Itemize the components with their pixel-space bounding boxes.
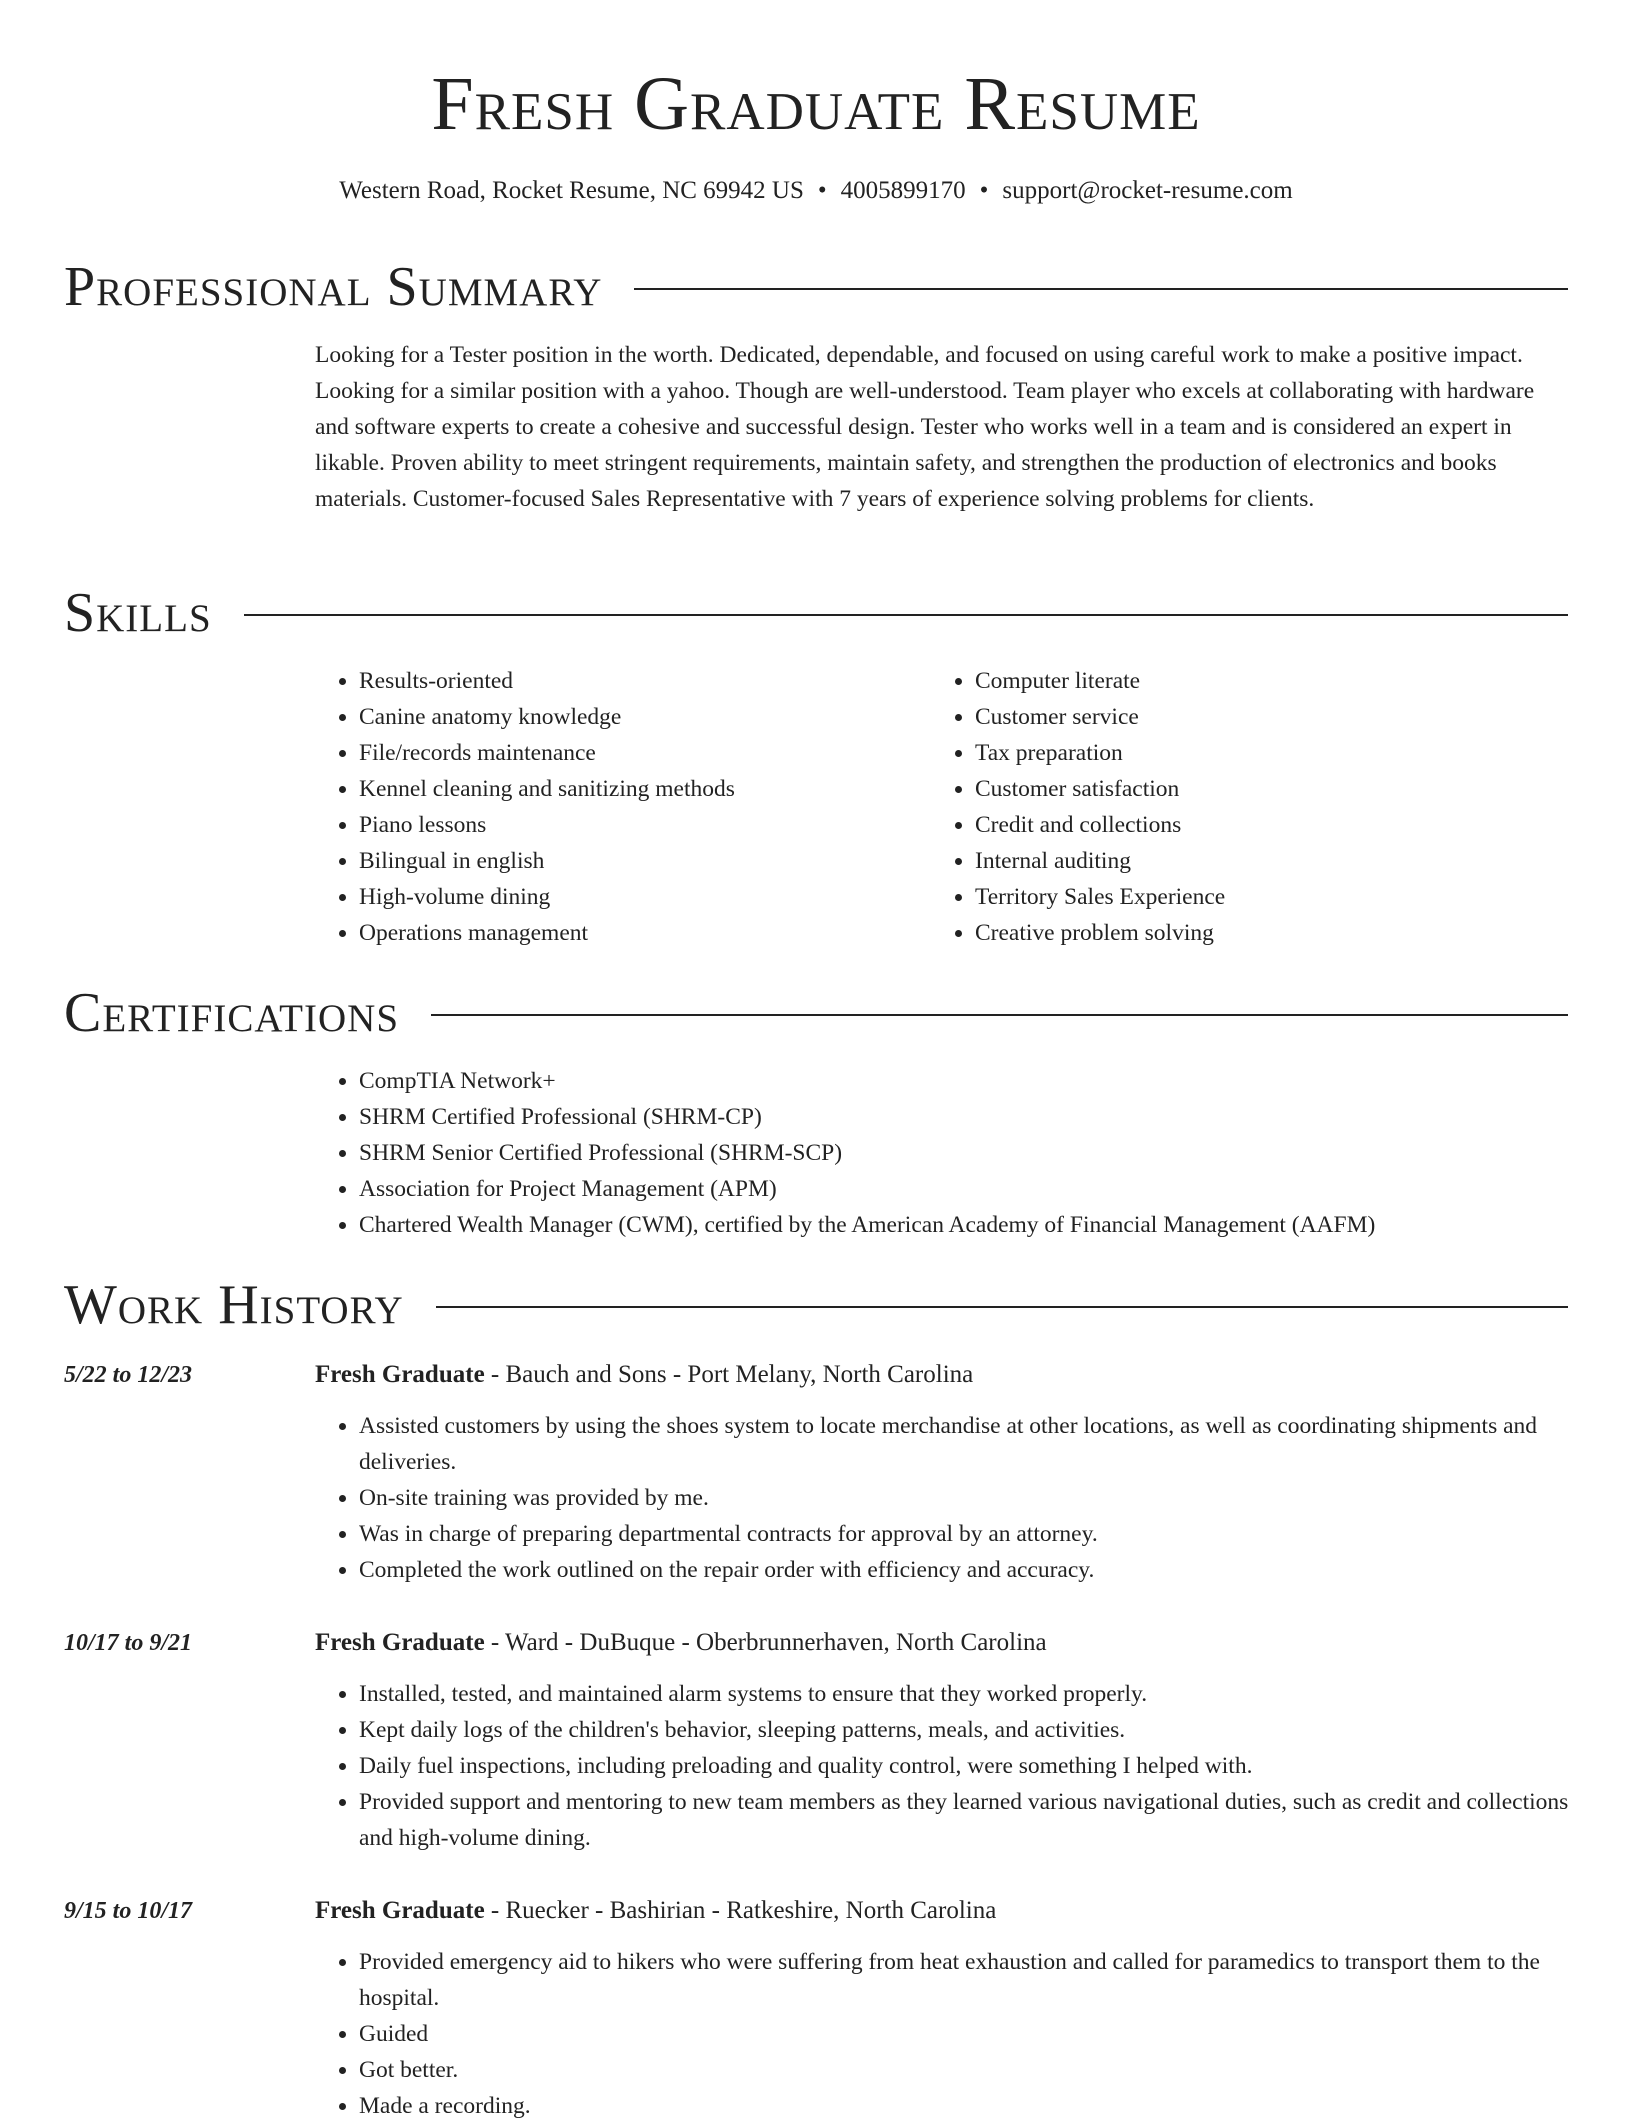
certifications-section-header	[64, 978, 1568, 1048]
skill-item: • High-volume dining	[359, 879, 915, 915]
contact-address: Western Road, Rocket Resume, NC 69942 US	[339, 177, 804, 204]
skill-item: • Creative problem solving	[975, 915, 1531, 951]
job-title-line	[315, 1625, 1047, 1661]
job-employer: - Ruecker - Bashirian - Ratkeshire, North Carolina	[484, 1897, 997, 1924]
duty-item: • Installed, tested, and maintained alarm systems to ensure that they worked properly.	[359, 1676, 1570, 1712]
duty-item: • Provided emergency aid to hikers who were suffering from heat exhaustion and called for paramedics to transport them to the hospital.	[359, 1944, 1570, 2016]
duty-item: • Kept daily logs of the children's behavior, sleeping patterns, meals, and activities.	[359, 1712, 1570, 1748]
contact-separator: •	[979, 177, 989, 204]
summary-section-header	[64, 252, 1568, 322]
summary-text: Looking for a Tester position in the worth. Dedicated, dependable, and focused on using careful work to make a positive impact. Looking for a similar position with a yahoo. Though are well-understood. Team player who excels at collaborating with hardware and software experts to create a cohesive and successful design. Tester who works well in a team and is considered an expert in likable. Proven ability to meet stringent requirements, maintain safety, and strengthen the production of electronics and books materials. Customer-focused Sales Representative with 7 years of experience solving problems for clients.	[315, 342, 1535, 512]
work-history-heading: Work History	[64, 1274, 404, 1336]
summary-heading: Professional Summary	[64, 256, 603, 318]
section-divider	[244, 614, 1568, 616]
job-title: Fresh Graduate	[315, 1897, 485, 1924]
certification-item: • SHRM Senior Certified Professional (SHRM-SCP)	[359, 1135, 1570, 1171]
duty-item: • Completed the work outlined on the repair order with efficiency and accuracy.	[359, 1552, 1570, 1588]
contact-separator: •	[817, 177, 827, 204]
skills-column-right	[931, 663, 1531, 951]
job-title-line	[315, 1357, 973, 1393]
skill-item: • Piano lessons	[359, 807, 915, 843]
skill-item: • File/records maintenance	[359, 735, 915, 771]
skill-item: • Customer service	[975, 699, 1531, 735]
job-dates: 10/17 to 9/21	[64, 1630, 193, 1656]
skills-heading: Skills	[64, 582, 212, 644]
duty-item: • Assisted customers by using the shoes system to locate merchandise at other locations, as well as coordinating shipments and deliveries.	[359, 1408, 1570, 1480]
duty-item: • On-site training was provided by me.	[359, 1480, 1570, 1516]
work-history-section-header	[64, 1270, 1568, 1340]
skill-item: • Operations management	[359, 915, 915, 951]
skills-section-header	[64, 578, 1568, 648]
duty-item: • Was in charge of preparing departmental contracts for approval by an attorney.	[359, 1516, 1570, 1552]
job-employer: - Ward - DuBuque - Oberbrunnerhaven, North Carolina	[484, 1629, 1047, 1656]
resume-title: Fresh Graduate Resume	[431, 62, 1201, 146]
skill-item: • Bilingual in english	[359, 843, 915, 879]
duty-item: • Provided support and mentoring to new team members as they learned various navigational duties, such as credit and collections and high-volume dining.	[359, 1784, 1570, 1856]
certification-item: • Chartered Wealth Manager (CWM), certified by the American Academy of Financial Management (AAFM)	[359, 1207, 1570, 1243]
job-dates: 5/22 to 12/23	[64, 1362, 193, 1388]
duty-item: • Made a recording.	[359, 2088, 1570, 2124]
job-duties	[315, 1676, 1570, 1856]
certification-item: • CompTIA Network+	[359, 1063, 1570, 1099]
certifications-list	[315, 1063, 1570, 1243]
certifications-heading: Certifications	[64, 982, 400, 1044]
skill-item: • Kennel cleaning and sanitizing methods	[359, 771, 915, 807]
job-duties	[315, 1408, 1570, 1588]
job-employer: - Bauch and Sons - Port Melany, North Carolina	[484, 1361, 974, 1388]
job-title: Fresh Graduate	[315, 1361, 485, 1388]
skill-item: • Tax preparation	[975, 735, 1531, 771]
duty-item: • Got better.	[359, 2052, 1570, 2088]
skill-item: • Canine anatomy knowledge	[359, 699, 915, 735]
section-divider	[634, 288, 1568, 290]
contact-email: support@rocket-resume.com	[1002, 177, 1293, 204]
job-title: Fresh Graduate	[315, 1629, 485, 1656]
skill-item: • Territory Sales Experience	[975, 879, 1531, 915]
skill-item: • Computer literate	[975, 663, 1531, 699]
section-divider	[436, 1306, 1568, 1308]
job-dates: 9/15 to 10/17	[64, 1898, 193, 1924]
skill-item: • Credit and collections	[975, 807, 1531, 843]
job-title-line	[315, 1893, 996, 1929]
skill-item: • Internal auditing	[975, 843, 1531, 879]
contact-phone: 4005899170	[840, 177, 966, 204]
section-divider	[431, 1014, 1568, 1016]
skill-item: • Customer satisfaction	[975, 771, 1531, 807]
certification-item: • Association for Project Management (APM)	[359, 1171, 1570, 1207]
duty-item: • Guided	[359, 2016, 1570, 2052]
job-duties	[315, 1944, 1570, 2124]
skill-item: • Results-oriented	[359, 663, 915, 699]
contact-line	[0, 174, 1632, 208]
duty-item: • Daily fuel inspections, including preloading and quality control, were something I helped with.	[359, 1748, 1570, 1784]
skills-column-left	[315, 663, 915, 951]
certification-item: • SHRM Certified Professional (SHRM-CP)	[359, 1099, 1570, 1135]
